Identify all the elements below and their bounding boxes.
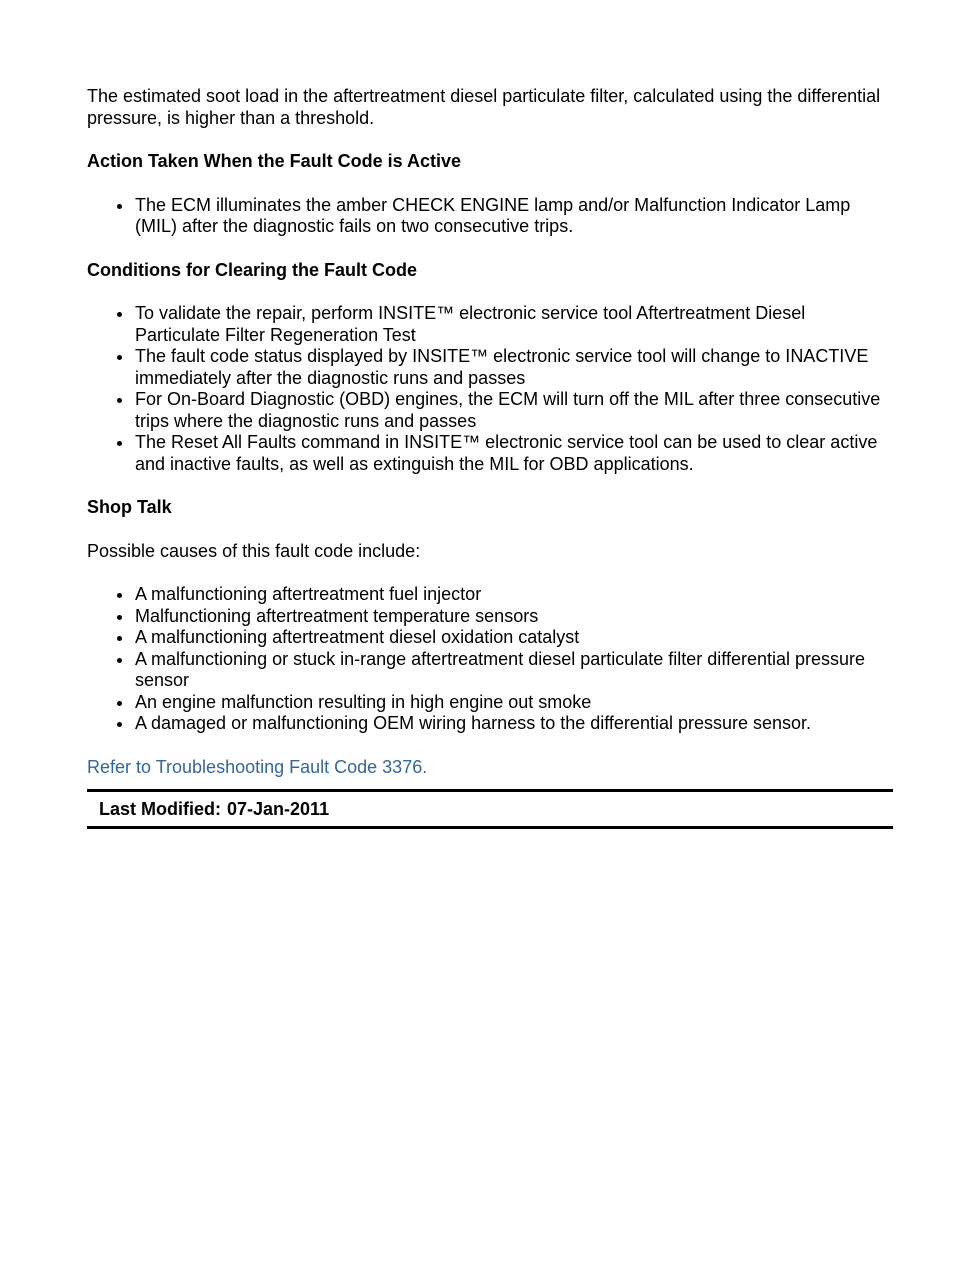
last-modified-label: Last Modified: (99, 799, 221, 819)
list-item: To validate the repair, perform INSITE™ electronic service tool Aftertreatment Diesel Particulate Filter Regeneration Test (135, 303, 893, 346)
document-body (87, 86, 893, 829)
list-item: An engine malfunction resulting in high engine out smoke (135, 692, 893, 714)
shop-talk-lead: Possible causes of this fault code include: (87, 540, 421, 561)
list-item: Malfunctioning aftertreatment temperature sensors (135, 606, 893, 628)
last-modified-date: 07-Jan-2011 (227, 799, 330, 819)
list-item: The ECM illuminates the amber CHECK ENGINE lamp and/or Malfunction Indicator Lamp (MIL) after the diagnostic fails on two consecutive trips. (135, 195, 893, 238)
heading-clearing-conditions: Conditions for Clearing the Fault Code (87, 259, 417, 280)
list-item: The fault code status displayed by INSITE™ electronic service tool will change to INACTIVE immediately after the diagnostic runs and passes (135, 346, 893, 389)
heading-shop-talk: Shop Talk (87, 497, 172, 517)
causes-list (87, 584, 893, 735)
list-item: A malfunctioning or stuck in-range aftertreatment diesel particulate filter differential pressure sensor (135, 649, 893, 692)
list-item: The Reset All Faults command in INSITE™ electronic service tool can be used to clear active and inactive faults, as well as extinguish the MIL for OBD applications. (135, 432, 893, 475)
intro-paragraph: The estimated soot load in the aftertreatment diesel particulate filter, calculated using the differential pressure, is higher than a threshold. (87, 86, 881, 128)
last-modified-footer (87, 789, 893, 829)
list-item: A malfunctioning aftertreatment diesel oxidation catalyst (135, 627, 893, 649)
clearing-list (87, 303, 893, 475)
list-item: A malfunctioning aftertreatment fuel injector (135, 584, 893, 606)
action-list (87, 195, 893, 238)
heading-action-taken: Action Taken When the Fault Code is Active (87, 151, 462, 171)
list-item: A damaged or malfunctioning OEM wiring harness to the differential pressure sensor. (135, 713, 893, 735)
list-item: For On-Board Diagnostic (OBD) engines, the ECM will turn off the MIL after three consecutive trips where the diagnostic runs and passes (135, 389, 893, 432)
troubleshooting-reference-link[interactable]: Refer to Troubleshooting Fault Code 3376. (87, 756, 428, 777)
